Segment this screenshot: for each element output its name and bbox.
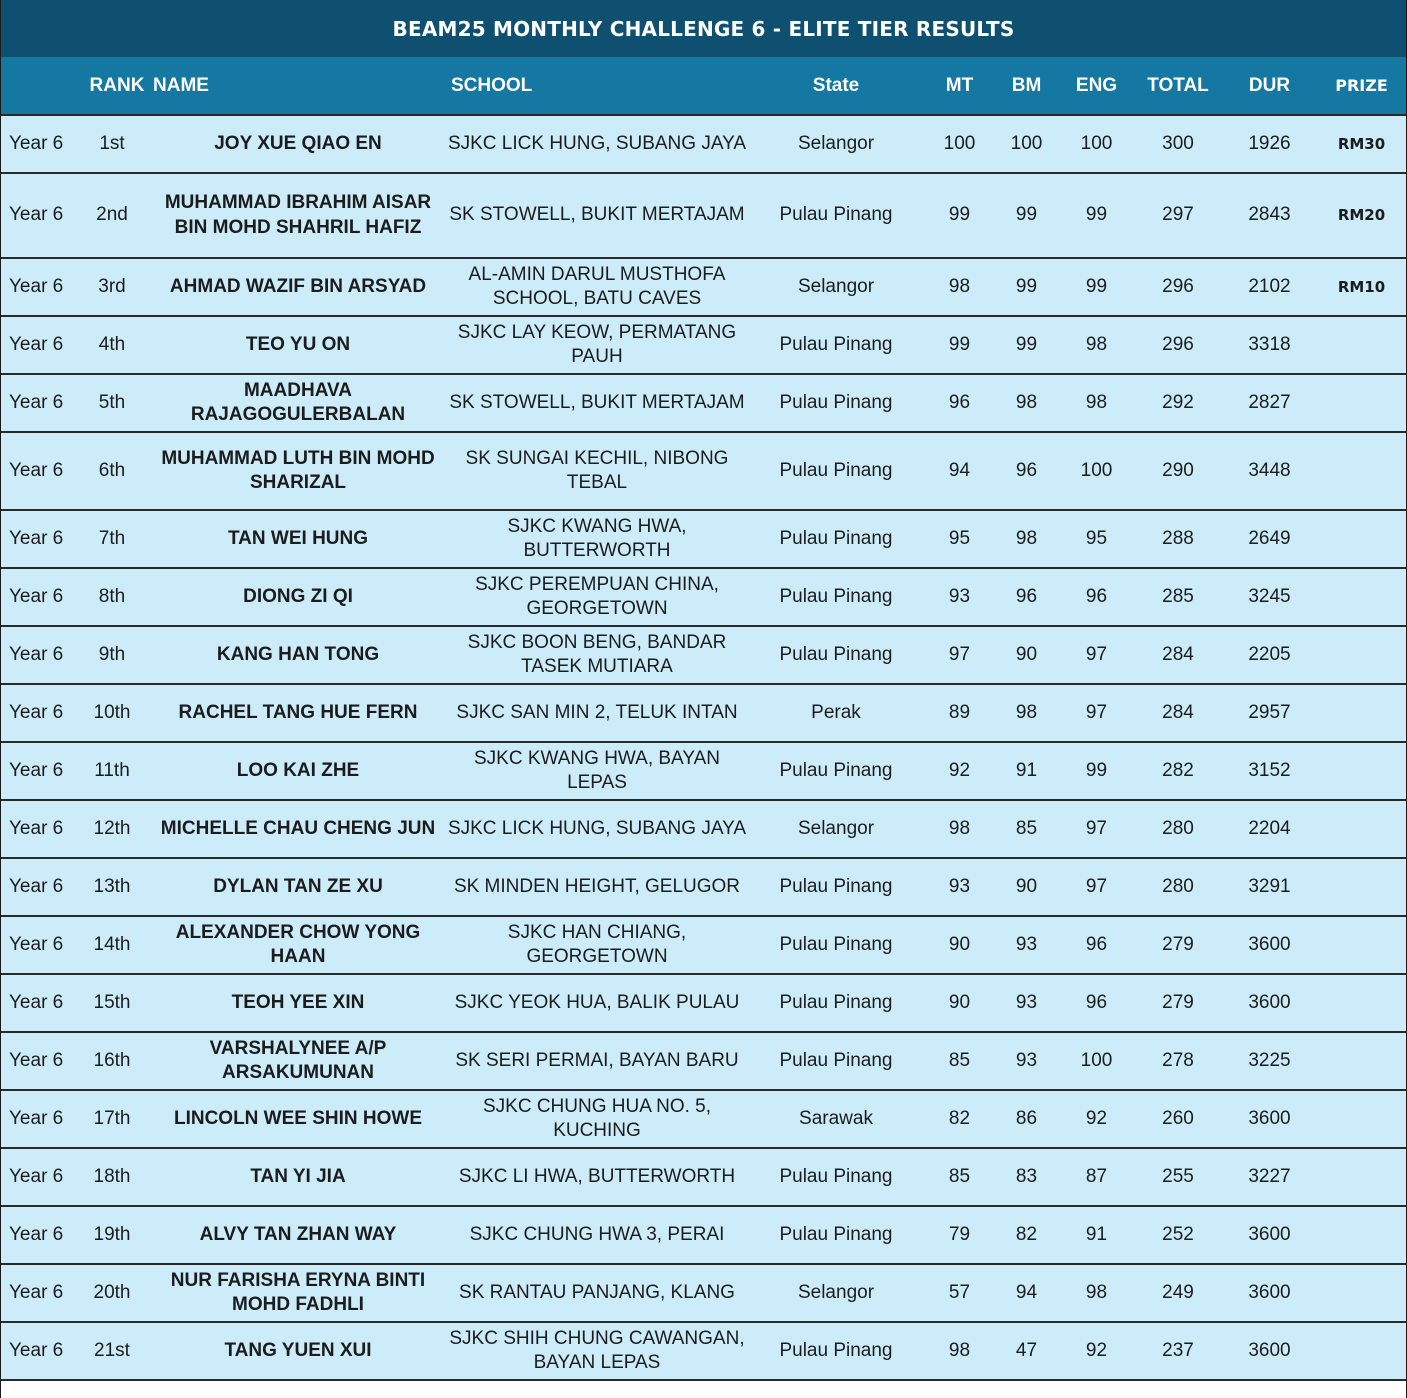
cell-eng: 100 [1059,115,1134,173]
cell-bm: 86 [994,1090,1059,1148]
cell-mt: 95 [925,510,994,568]
table-row [1,800,1406,858]
cell-tier: Year 6 [1,316,75,374]
table-row [1,258,1406,316]
cell-prize [1317,1322,1406,1380]
cell-school: SK SERI PERMAI, BAYAN BARU [447,1032,747,1090]
cell-mt: 57 [925,1264,994,1322]
cell-mt: 92 [925,742,994,800]
cell-dur: 3318 [1222,316,1317,374]
cell-total: 284 [1134,626,1222,684]
cell-rank: 16th [75,1032,149,1090]
cell-prize [1317,1264,1406,1322]
cell-state: Selangor [747,800,925,858]
cell-prize [1317,858,1406,916]
cell-rank: 1st [75,115,149,173]
cell-name: TAN YI JIA [149,1148,447,1206]
cell-name: KANG HAN TONG [149,626,447,684]
cell-mt: 85 [925,1032,994,1090]
cell-bm: 96 [994,432,1059,510]
cell-name: LINCOLN WEE SHIN HOWE [149,1090,447,1148]
cell-school: SJKC PEREMPUAN CHINA, GEORGETOWN [447,568,747,626]
cell-eng: 96 [1059,916,1134,974]
cell-rank: 13th [75,858,149,916]
cell-bm: 98 [994,374,1059,432]
cell-total: 285 [1134,568,1222,626]
cell-prize: RM10 [1317,258,1406,316]
table-row [1,1322,1406,1380]
cell-prize [1317,316,1406,374]
header-mt: MT [945,74,974,96]
cell-tier: Year 6 [1,173,75,258]
cell-mt: 99 [925,173,994,258]
cell-dur: 2102 [1222,258,1317,316]
cell-bm: 83 [994,1148,1059,1206]
cell-bm: 82 [994,1206,1059,1264]
cell-state: Pulau Pinang [747,742,925,800]
cell-tier: Year 6 [1,800,75,858]
cell-dur: 2204 [1222,800,1317,858]
cell-school: SJKC KWANG HWA, BUTTERWORTH [447,510,747,568]
cell-prize [1317,1032,1406,1090]
cell-tier: Year 6 [1,258,75,316]
cell-eng: 99 [1059,742,1134,800]
cell-rank: 19th [75,1206,149,1264]
header-name: NAME [153,74,209,96]
cell-mt: 98 [925,258,994,316]
cell-state: Pulau Pinang [747,1148,925,1206]
cell-dur: 3152 [1222,742,1317,800]
cell-total: 282 [1134,742,1222,800]
cell-rank: 2nd [75,173,149,258]
cell-mt: 85 [925,1148,994,1206]
header-tier [1,57,75,115]
table-row [1,684,1406,742]
header-bm: BM [1011,74,1042,96]
cell-rank: 18th [75,1148,149,1206]
table-row [1,916,1406,974]
cell-tier: Year 6 [1,1264,75,1322]
cell-school: SJKC HAN CHIANG, GEORGETOWN [447,916,747,974]
cell-school: SJKC LICK HUNG, SUBANG JAYA [447,115,747,173]
cell-prize [1317,374,1406,432]
cell-rank: 21st [75,1322,149,1380]
cell-state: Selangor [747,258,925,316]
cell-rank: 7th [75,510,149,568]
cell-rank: 8th [75,568,149,626]
cell-eng: 92 [1059,1322,1134,1380]
cell-total: 297 [1134,173,1222,258]
header-row [1,57,1406,115]
cell-total: 300 [1134,115,1222,173]
cell-name: LOO KAI ZHE [149,742,447,800]
table-row [1,1206,1406,1264]
cell-mt: 89 [925,684,994,742]
table-row [1,115,1406,173]
cell-tier: Year 6 [1,684,75,742]
cell-dur: 2205 [1222,626,1317,684]
table-row [1,1148,1406,1206]
cell-state: Pulau Pinang [747,916,925,974]
cell-school: SJKC KWANG HWA, BAYAN LEPAS [447,742,747,800]
cell-name: DYLAN TAN ZE XU [149,858,447,916]
cell-prize [1317,684,1406,742]
cell-dur: 3245 [1222,568,1317,626]
cell-tier: Year 6 [1,1322,75,1380]
cell-school: SK RANTAU PANJANG, KLANG [447,1264,747,1322]
cell-total: 296 [1134,258,1222,316]
cell-school: SJKC SHIH CHUNG CAWANGAN, BAYAN LEPAS [447,1322,747,1380]
cell-bm: 99 [994,258,1059,316]
cell-bm: 93 [994,974,1059,1032]
cell-tier: Year 6 [1,742,75,800]
cell-dur: 2957 [1222,684,1317,742]
cell-state: Selangor [747,1264,925,1322]
cell-total: 280 [1134,800,1222,858]
cell-dur: 3600 [1222,974,1317,1032]
cell-name: TAN WEI HUNG [149,510,447,568]
table-row [1,316,1406,374]
cell-tier: Year 6 [1,1148,75,1206]
cell-tier: Year 6 [1,115,75,173]
cell-name: JOY XUE QIAO EN [149,115,447,173]
table-row [1,1090,1406,1148]
cell-state: Perak [747,684,925,742]
cell-school: SJKC YEOK HUA, BALIK PULAU [447,974,747,1032]
cell-bm: 47 [994,1322,1059,1380]
cell-total: 288 [1134,510,1222,568]
cell-school: AL-AMIN DARUL MUSTHOFA SCHOOL, BATU CAVES [447,258,747,316]
cell-rank: 20th [75,1264,149,1322]
cell-mt: 98 [925,1322,994,1380]
cell-bm: 85 [994,800,1059,858]
cell-name: ALVY TAN ZHAN WAY [149,1206,447,1264]
cell-tier: Year 6 [1,1090,75,1148]
cell-name: ALEXANDER CHOW YONG HAAN [149,916,447,974]
table-row [1,974,1406,1032]
cell-rank: 17th [75,1090,149,1148]
cell-dur: 2843 [1222,173,1317,258]
cell-eng: 100 [1059,432,1134,510]
cell-bm: 100 [994,115,1059,173]
cell-mt: 90 [925,916,994,974]
cell-dur: 3227 [1222,1148,1317,1206]
cell-rank: 14th [75,916,149,974]
cell-total: 279 [1134,916,1222,974]
cell-dur: 1926 [1222,115,1317,173]
table-row [1,1264,1406,1322]
page-title: BEAM25 MONTHLY CHALLENGE 6 - ELITE TIER RESULTS [1,0,1406,57]
cell-total: 260 [1134,1090,1222,1148]
cell-school: SJKC CHUNG HWA 3, PERAI [447,1206,747,1264]
cell-name: MICHELLE CHAU CHENG JUN [149,800,447,858]
cell-prize [1317,974,1406,1032]
table-row [1,742,1406,800]
cell-state: Pulau Pinang [747,374,925,432]
cell-state: Pulau Pinang [747,1322,925,1380]
cell-mt: 93 [925,568,994,626]
table-row [1,1032,1406,1090]
cell-eng: 95 [1059,510,1134,568]
cell-prize [1317,916,1406,974]
header-rank: RANK [89,74,145,96]
cell-eng: 98 [1059,374,1134,432]
cell-state: Pulau Pinang [747,568,925,626]
cell-total: 278 [1134,1032,1222,1090]
cell-school: SJKC SAN MIN 2, TELUK INTAN [447,684,747,742]
table-row [1,173,1406,258]
cell-mt: 100 [925,115,994,173]
cell-tier: Year 6 [1,374,75,432]
cell-name: TANG YUEN XUI [149,1322,447,1380]
cell-eng: 98 [1059,1264,1134,1322]
cell-school: SJKC LI HWA, BUTTERWORTH [447,1148,747,1206]
cell-eng: 99 [1059,173,1134,258]
cell-school: SK STOWELL, BUKIT MERTAJAM [447,374,747,432]
cell-bm: 98 [994,684,1059,742]
results-table [1,57,1406,1381]
cell-bm: 94 [994,1264,1059,1322]
cell-mt: 82 [925,1090,994,1148]
cell-prize [1317,1206,1406,1264]
cell-school: SJKC BOON BENG, BANDAR TASEK MUTIARA [447,626,747,684]
cell-state: Pulau Pinang [747,316,925,374]
cell-school: SJKC LICK HUNG, SUBANG JAYA [447,800,747,858]
cell-mt: 94 [925,432,994,510]
cell-eng: 91 [1059,1206,1134,1264]
cell-state: Pulau Pinang [747,1206,925,1264]
cell-eng: 87 [1059,1148,1134,1206]
cell-tier: Year 6 [1,858,75,916]
cell-rank: 6th [75,432,149,510]
cell-bm: 93 [994,1032,1059,1090]
cell-state: Pulau Pinang [747,974,925,1032]
cell-tier: Year 6 [1,626,75,684]
cell-tier: Year 6 [1,916,75,974]
cell-name: VARSHALYNEE A/P ARSAKUMUNAN [149,1032,447,1090]
cell-mt: 97 [925,626,994,684]
cell-total: 284 [1134,684,1222,742]
cell-school: SK SUNGAI KECHIL, NIBONG TEBAL [447,432,747,510]
cell-rank: 4th [75,316,149,374]
table-row [1,510,1406,568]
cell-school: SK MINDEN HEIGHT, GELUGOR [447,858,747,916]
cell-tier: Year 6 [1,974,75,1032]
cell-total: 292 [1134,374,1222,432]
cell-eng: 99 [1059,258,1134,316]
cell-mt: 96 [925,374,994,432]
cell-total: 296 [1134,316,1222,374]
cell-prize: RM30 [1317,115,1406,173]
cell-state: Pulau Pinang [747,173,925,258]
cell-name: MUHAMMAD IBRAHIM AISAR BIN MOHD SHAHRIL HAFIZ [149,173,447,258]
header-prize: PRIZE [1335,76,1388,95]
cell-total: 252 [1134,1206,1222,1264]
cell-mt: 90 [925,974,994,1032]
cell-mt: 98 [925,800,994,858]
header-school: SCHOOL [451,74,533,96]
cell-rank: 3rd [75,258,149,316]
header-total: TOTAL [1147,74,1209,96]
cell-tier: Year 6 [1,432,75,510]
cell-rank: 9th [75,626,149,684]
cell-tier: Year 6 [1,568,75,626]
cell-school: SJKC CHUNG HUA NO. 5, KUCHING [447,1090,747,1148]
cell-name: RACHEL TANG HUE FERN [149,684,447,742]
cell-eng: 97 [1059,684,1134,742]
cell-tier: Year 6 [1,510,75,568]
cell-prize [1317,1148,1406,1206]
cell-state: Pulau Pinang [747,858,925,916]
cell-name: MAADHAVA RAJAGOGULERBALAN [149,374,447,432]
cell-state: Pulau Pinang [747,1032,925,1090]
cell-total: 280 [1134,858,1222,916]
cell-name: TEOH YEE XIN [149,974,447,1032]
cell-eng: 97 [1059,800,1134,858]
cell-bm: 93 [994,916,1059,974]
cell-eng: 96 [1059,568,1134,626]
cell-bm: 96 [994,568,1059,626]
cell-state: Selangor [747,115,925,173]
cell-name: NUR FARISHA ERYNA BINTI MOHD FADHLI [149,1264,447,1322]
cell-rank: 11th [75,742,149,800]
header-eng: ENG [1075,74,1118,96]
table-row [1,374,1406,432]
cell-prize [1317,432,1406,510]
cell-eng: 96 [1059,974,1134,1032]
cell-total: 279 [1134,974,1222,1032]
cell-prize [1317,742,1406,800]
cell-rank: 12th [75,800,149,858]
cell-total: 249 [1134,1264,1222,1322]
cell-name: TEO YU ON [149,316,447,374]
cell-bm: 99 [994,173,1059,258]
cell-dur: 2649 [1222,510,1317,568]
cell-eng: 97 [1059,626,1134,684]
cell-eng: 97 [1059,858,1134,916]
cell-school: SJKC LAY KEOW, PERMATANG PAUH [447,316,747,374]
cell-dur: 3600 [1222,916,1317,974]
table-row [1,432,1406,510]
cell-state: Sarawak [747,1090,925,1148]
cell-prize [1317,1090,1406,1148]
cell-eng: 100 [1059,1032,1134,1090]
cell-mt: 99 [925,316,994,374]
cell-mt: 93 [925,858,994,916]
cell-total: 237 [1134,1322,1222,1380]
table-row [1,568,1406,626]
table-row [1,626,1406,684]
cell-prize [1317,626,1406,684]
cell-dur: 3291 [1222,858,1317,916]
cell-dur: 3448 [1222,432,1317,510]
table-row [1,858,1406,916]
cell-state: Pulau Pinang [747,510,925,568]
cell-bm: 90 [994,626,1059,684]
header-dur: DUR [1248,74,1291,96]
header-state: State [812,74,860,96]
cell-bm: 90 [994,858,1059,916]
cell-eng: 92 [1059,1090,1134,1148]
cell-tier: Year 6 [1,1032,75,1090]
cell-state: Pulau Pinang [747,626,925,684]
cell-dur: 2827 [1222,374,1317,432]
cell-total: 255 [1134,1148,1222,1206]
cell-state: Pulau Pinang [747,432,925,510]
cell-eng: 98 [1059,316,1134,374]
cell-tier: Year 6 [1,1206,75,1264]
cell-name: MUHAMMAD LUTH BIN MOHD SHARIZAL [149,432,447,510]
cell-rank: 5th [75,374,149,432]
cell-dur: 3600 [1222,1090,1317,1148]
cell-prize: RM20 [1317,173,1406,258]
cell-rank: 15th [75,974,149,1032]
cell-dur: 3600 [1222,1322,1317,1380]
cell-rank: 10th [75,684,149,742]
cell-name: DIONG ZI QI [149,568,447,626]
cell-total: 290 [1134,432,1222,510]
cell-prize [1317,568,1406,626]
cell-dur: 3225 [1222,1032,1317,1090]
cell-dur: 3600 [1222,1264,1317,1322]
cell-name: AHMAD WAZIF BIN ARSYAD [149,258,447,316]
cell-prize [1317,800,1406,858]
cell-school: SK STOWELL, BUKIT MERTAJAM [447,173,747,258]
cell-mt: 79 [925,1206,994,1264]
cell-bm: 98 [994,510,1059,568]
cell-dur: 3600 [1222,1206,1317,1264]
cell-bm: 91 [994,742,1059,800]
cell-bm: 99 [994,316,1059,374]
cell-prize [1317,510,1406,568]
